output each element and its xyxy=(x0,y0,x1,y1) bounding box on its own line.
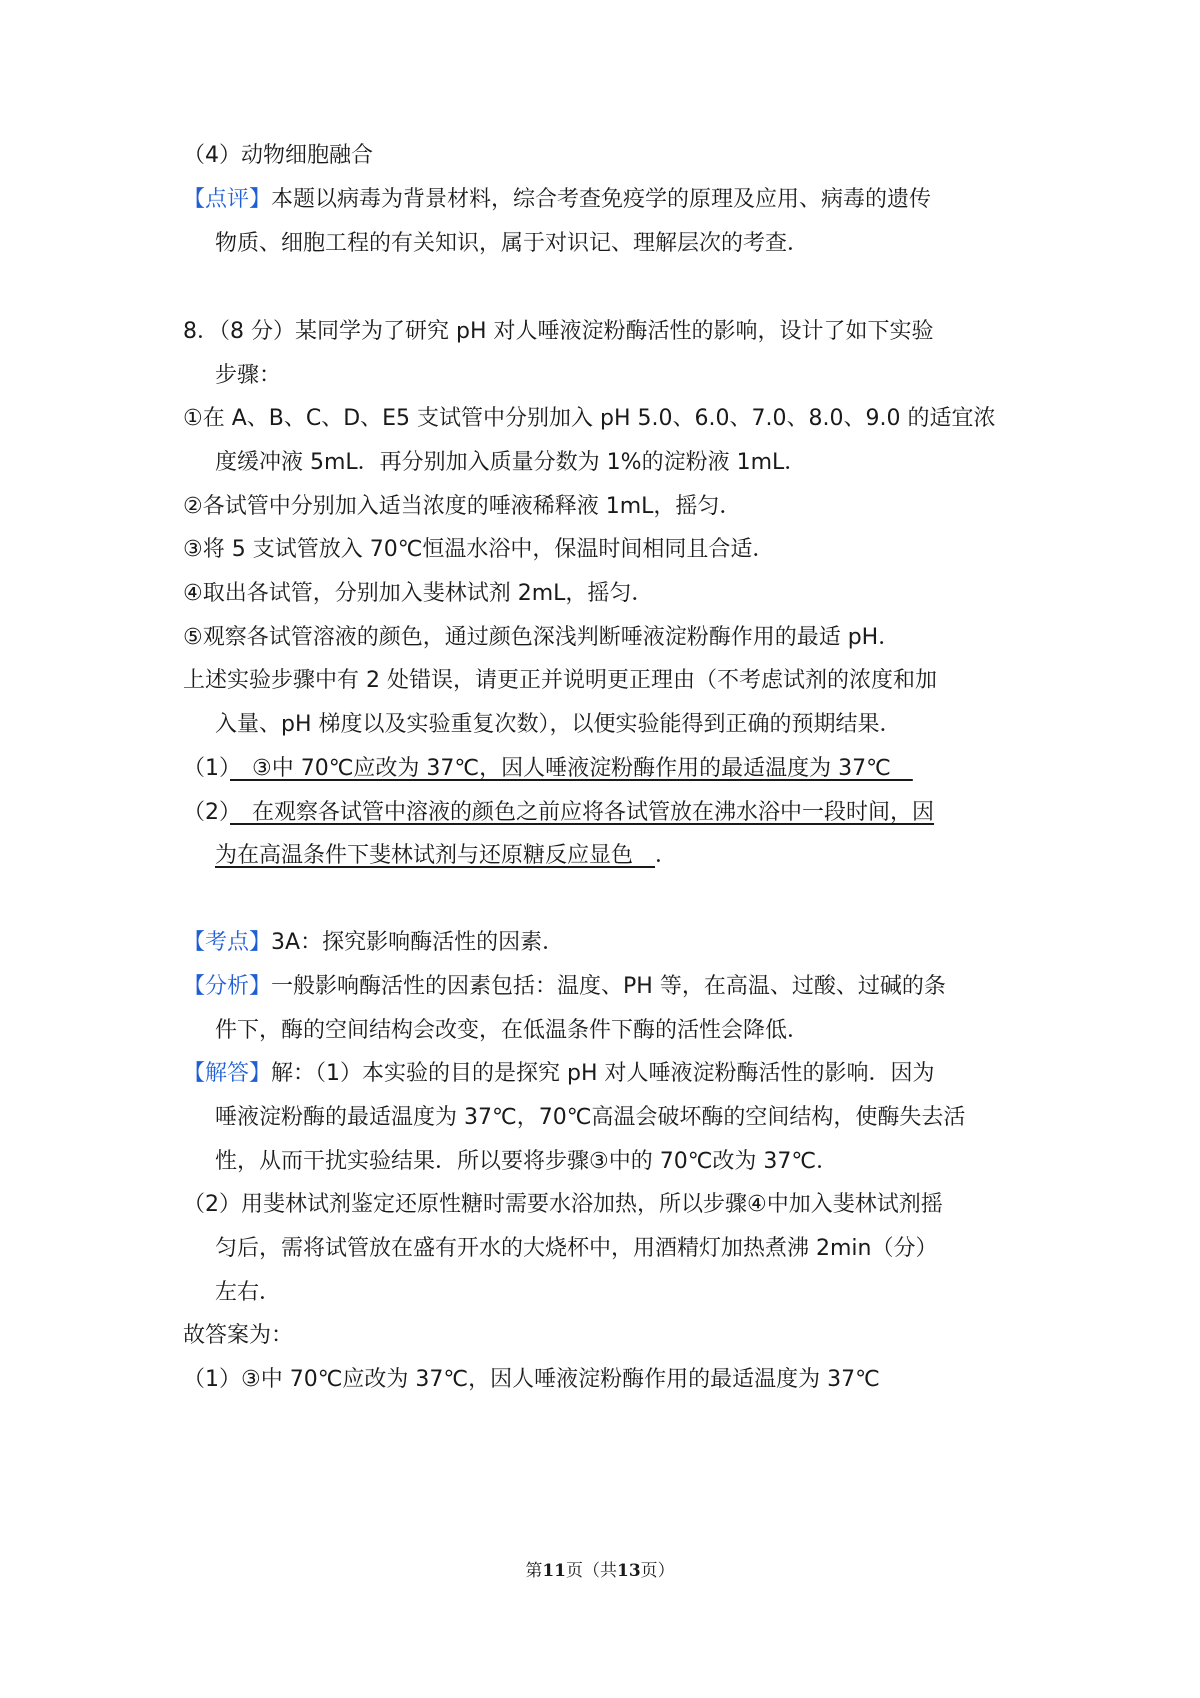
answer-label: （1） xyxy=(183,756,230,781)
step-3: ③将 5 支试管放入 70℃恒温水浴中，保温时间相同且合适． xyxy=(183,537,775,562)
footer-prefix: 第 xyxy=(525,1561,543,1581)
text-line: 3A：探究影响酶活性的因素． xyxy=(271,930,565,955)
page-total: 13 xyxy=(617,1561,641,1581)
keypoint-tag: 【考点】 xyxy=(183,930,272,955)
text-line: （1）③中 70℃应改为 37℃，因人唾液淀粉酶作用的最适温度为 37℃ xyxy=(183,1367,880,1392)
step-2: ②各试管中分别加入适当浓度的唾液稀释液 1mL，摇匀． xyxy=(183,494,742,519)
text-line: 度缓冲液 5mL．再分别加入质量分数为 1%的淀粉液 1mL． xyxy=(215,450,807,475)
analysis-tag: 【分析】 xyxy=(183,974,272,999)
answer-blank: 为在高温条件下斐林试剂与还原糖反应显色 xyxy=(215,843,656,868)
step-5: ⑤观察各试管溶液的颜色，通过颜色深浅判断唾液淀粉酶作用的最适 pH． xyxy=(183,625,901,650)
text-line: 件下，酶的空间结构会改变，在低温条件下酶的活性会降低． xyxy=(215,1018,810,1043)
question-title: 8．（8 分）某同学为了研究 pH 对人唾液淀粉酶活性的影响，设计了如下实验 xyxy=(183,319,934,344)
comment-tag: 【点评】 xyxy=(183,187,272,212)
answer-2-continued xyxy=(215,841,677,871)
analysis-paragraph xyxy=(183,972,946,1002)
question-prompt: 上述实验步骤中有 2 处错误，请更正并说明更正理由（不考虑试剂的浓度和加 xyxy=(183,668,937,693)
answer-blank: ③中 70℃应改为 37℃，因人唾液淀粉酶作用的最适温度为 37℃ xyxy=(230,756,913,781)
footer-suffix: 页） xyxy=(640,1561,675,1581)
text-line: 唾液淀粉酶的最适温度为 37℃，70℃高温会破坏酶的空间结构，使酶失去活 xyxy=(215,1105,966,1130)
solution-paragraph xyxy=(183,1059,935,1089)
solution-tag: 【解答】 xyxy=(183,1061,272,1086)
keypoint-paragraph xyxy=(183,928,564,958)
text-line: 入量、pH 梯度以及实验重复次数），以便实验能得到正确的预期结果． xyxy=(215,712,902,737)
answer-1 xyxy=(183,754,913,784)
text-line: 本题以病毒为背景材料，综合考查免疫学的原理及应用、病毒的遗传 xyxy=(271,187,932,212)
footer-middle: 页（共 xyxy=(566,1561,617,1581)
answer-2 xyxy=(183,798,934,828)
text-line: 一般影响酶活性的因素包括：温度、PH 等，在高温、过酸、过碱的条 xyxy=(271,974,946,999)
page-number: 11 xyxy=(542,1561,566,1581)
step-4: ④取出各试管，分别加入斐林试剂 2mL，摇匀． xyxy=(183,581,654,606)
answer-label: （2） xyxy=(183,800,230,825)
answer-blank: 在观察各试管中溶液的颜色之前应将各试管放在沸水浴中一段时间，因 xyxy=(230,800,935,825)
text-line: 物质、细胞工程的有关知识，属于对识记、理解层次的考查． xyxy=(215,231,810,256)
text-line: 故答案为： xyxy=(183,1323,294,1348)
text-line: 解：（1）本实验的目的是探究 pH 对人唾液淀粉酶活性的影响．因为 xyxy=(271,1061,935,1086)
page-footer xyxy=(0,1560,1200,1582)
text-line: 左右． xyxy=(215,1280,282,1305)
text-line: 性，从而干扰实验结果．所以要将步骤③中的 70℃改为 37℃． xyxy=(215,1149,839,1174)
text-line: 匀后，需将试管放在盛有开水的大烧杯中，用酒精灯加热煮沸 2min（分） xyxy=(215,1236,938,1261)
step-1: ①在 A、B、C、D、E5 支试管中分别加入 pH 5.0、6.0、7.0、8.0、9.0 的适宜浓 xyxy=(183,406,996,431)
text-line: ． xyxy=(655,843,678,868)
comment-paragraph xyxy=(183,185,931,215)
text-line: 步骤： xyxy=(215,363,282,388)
text-line: （4）动物细胞融合 xyxy=(183,143,373,168)
text-line: （2）用斐林试剂鉴定还原性糖时需要水浴加热，所以步骤④中加入斐林试剂摇 xyxy=(183,1192,943,1217)
